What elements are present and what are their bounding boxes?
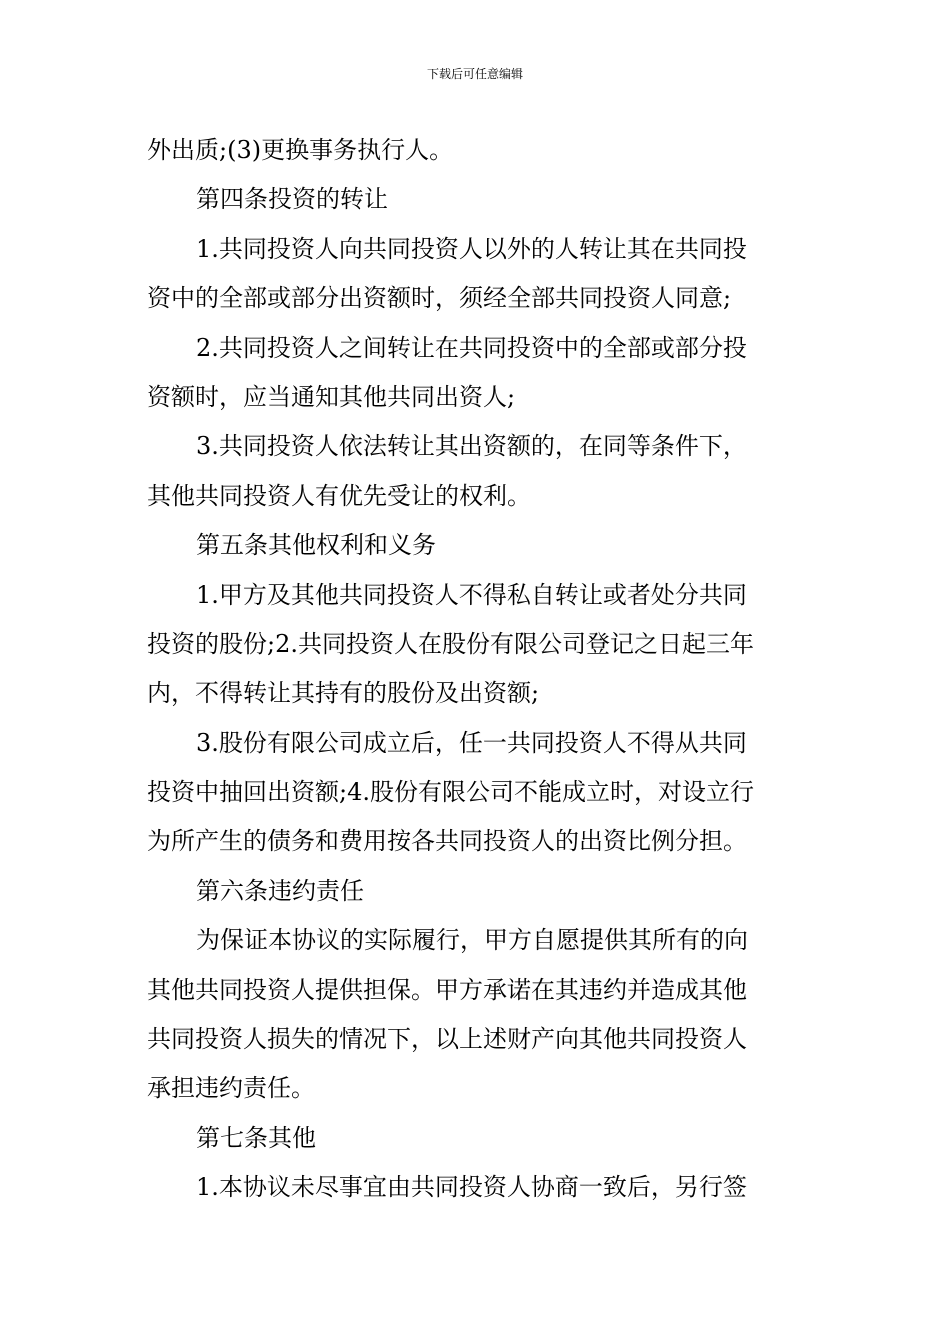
text-line: 第五条其他权利和义务 [196, 531, 436, 560]
text-line: 1.本协议未尽事宜由共同投资人协商一致后，另行签 [196, 1173, 747, 1202]
text-line: 其他共同投资人提供担保。甲方承诺在其违约并造成其他 [147, 975, 747, 1004]
text-line: 第七条其他 [196, 1123, 316, 1152]
text-line: 资中的全部或部分出资额时，须经全部共同投资人同意; [147, 284, 732, 313]
text-line: 投资的股份;2.共同投资人在股份有限公司登记之日起三年 [147, 629, 754, 658]
text-line: 为保证本协议的实际履行，甲方自愿提供其所有的向 [196, 926, 748, 955]
text-line: 承担违约责任。 [147, 1074, 315, 1103]
text-line: 资额时，应当通知其他共同出资人; [147, 382, 516, 411]
text-line: 为所产生的债务和费用按各共同投资人的出资比例分担。 [147, 827, 747, 856]
text-line: 2.共同投资人之间转让在共同投资中的全部或部分投 [196, 333, 747, 362]
text-line: 共同投资人损失的情况下，以上述财产向其他共同投资人 [147, 1025, 747, 1054]
text-line: 3.股份有限公司成立后，任一共同投资人不得从共同 [196, 728, 747, 757]
document-body [147, 126, 807, 1213]
text-line: 其他共同投资人有优先受让的权利。 [147, 481, 531, 510]
text-line: 内，不得转让其持有的股份及出资额; [147, 679, 540, 708]
text-line: 3.共同投资人依法转让其出资额的，在同等条件下， [196, 432, 747, 461]
text-line: 第六条违约责任 [196, 876, 364, 905]
text-line: 外出质;(3)更换事务执行人。 [147, 136, 454, 164]
page-header: 下载后可任意编辑 [426, 67, 523, 81]
text-line: 1.甲方及其他共同投资人不得私自转让或者处分共同 [196, 580, 747, 609]
text-line: 投资中抽回出资额;4.股份有限公司不能成立时，对设立行 [147, 778, 754, 807]
text-line: 第四条投资的转让 [196, 185, 388, 214]
text-line: 1.共同投资人向共同投资人以外的人转让其在共同投 [196, 234, 747, 263]
